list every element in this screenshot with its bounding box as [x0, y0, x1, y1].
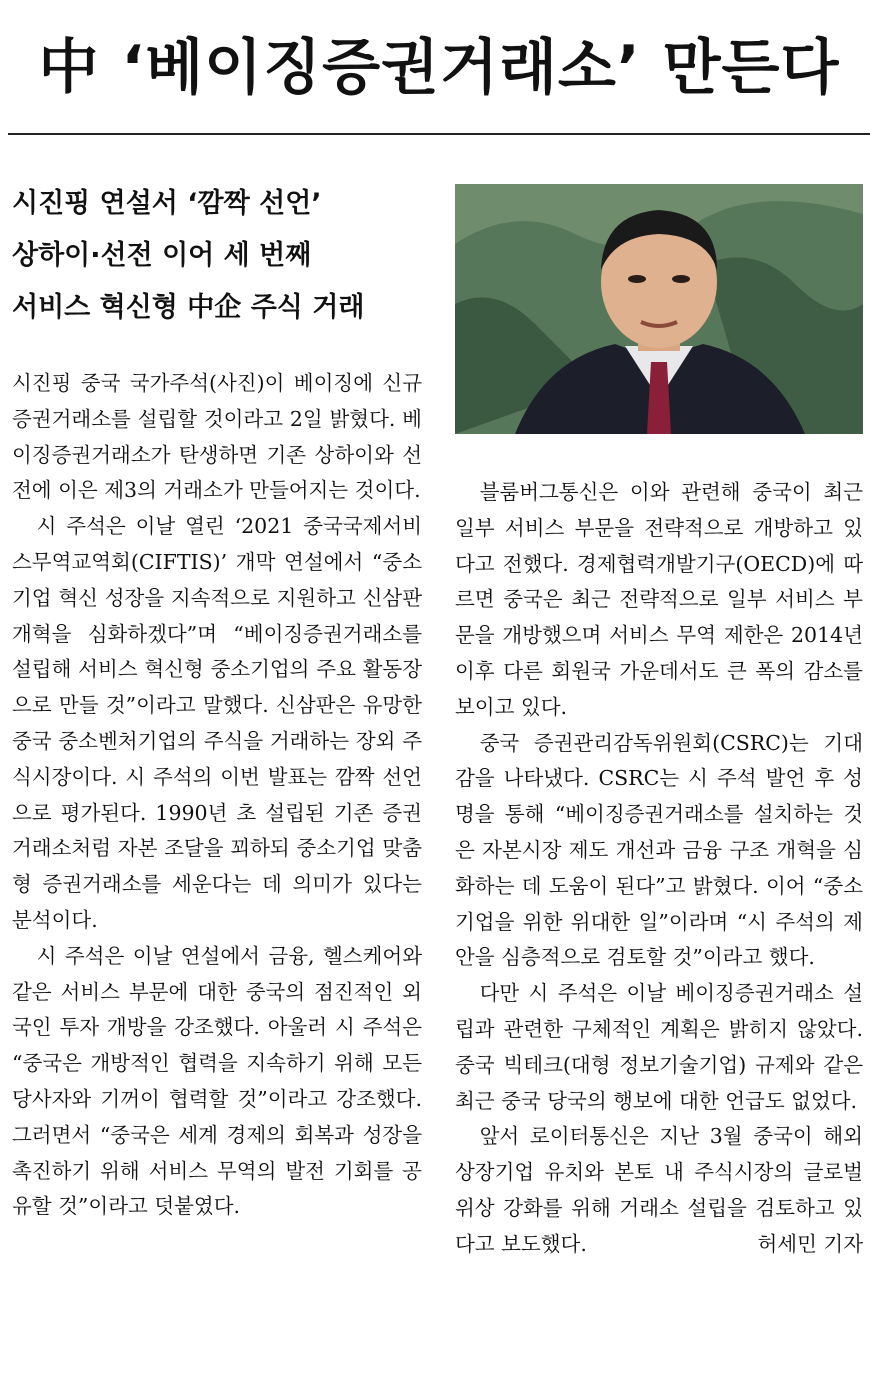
article-paragraph: 시 주석은 이날 연설에서 금융, 헬스케어와 같은 서비스 부문에 대한 중국의 점진적인 외국인 투자 개방을 강조했다. 아울러 시 주석은 “중국은 개방적인 협력을 지속하기 위해 모든 당사자와 기꺼이 협력할 것”이라고 강조했다. 그러면서 “중국은 세계 경제의 회복과 성장을 촉진하기 위해 서비스 무역의 발전 기회를 공유할 것”이라고 덧붙였다. [12, 943, 422, 1219]
article-column-left [12, 366, 422, 1225]
article-paragraph: 시 주석은 이날 열린 ‘2021 중국국제서비스무역교역회(CIFTIS)’ 개막 연설에서 “중소기업 혁신 성장을 지속적으로 지원하고 신삼판 개혁을 심화하겠다”며 “베이징증권거래소를 설립해 서비스 혁신형 중소기업의 주요 활동장으로 만들 것”이라고 말했다. 신삼판은 유망한 중국 중소벤처기업의 주식을 거래하는 장외 주식시장이다. 시 주석의 이번 발표는 깜짝 선언으로 평가된다. 1990년 초 설립된 기존 증권거래소처럼 자본 조달을 꾀하되 중소기업 맞춤형 증권거래소를 세운다는 데 의미가 있다는 분석이다. [12, 514, 422, 932]
article-paragraph-text: 앞서 로이터통신은 지난 3월 중국이 해외 상장기업 유치와 본토 내 주식시장의 글로벌 위상 강화를 위해 거래소 설립을 검토하고 있다고 보도했다. [455, 1124, 863, 1256]
article-paragraph: 블룸버그통신은 이와 관련해 중국이 최근 일부 서비스 부문을 전략적으로 개방하고 있다고 전했다. 경제협력개발기구(OECD)에 따르면 중국은 최근 전략적으로 일부 서비스 부문을 개방했으며 서비스 무역 제한은 2014년 이후 다른 회원국 가운데서도 큰 폭의 감소를 보이고 있다. [455, 480, 863, 719]
article-column-right [455, 475, 863, 1263]
subheadline-block [12, 178, 452, 334]
article-paragraph-last [455, 1119, 863, 1262]
article-photo [455, 184, 863, 434]
headline: 中 ‘베이징증권거래소’ 만든다 [38, 33, 840, 103]
subheadline-3: 서비스 혁신형 中企 주식 거래 [12, 292, 365, 323]
article-paragraph: 다만 시 주석은 이날 베이징증권거래소 설립과 관련한 구체적인 계획은 밝히지 않았다. 중국 빅테크(대형 정보기술기업) 규제와 같은 최근 중국 당국의 행보에 대한 언급도 없었다. [455, 981, 863, 1113]
subheadline-1: 시진핑 연설서 ‘깜짝 선언’ [12, 188, 322, 219]
byline: 허세민 기자 [757, 1231, 863, 1256]
article-paragraph: 시진핑 중국 국가주석(사진)이 베이징에 신규 증권거래소를 설립할 것이라고 2일 밝혔다. 베이징증권거래소가 탄생하면 기존 상하이와 선전에 이은 제3의 거래소가 만들어지는 것이다. [12, 371, 422, 503]
portrait-illustration [455, 184, 863, 434]
subheadline-2: 상하이·선전 이어 세 번째 [12, 240, 312, 271]
article-paragraph: 중국 증권관리감독위원회(CSRC)는 기대감을 나타냈다. CSRC는 시 주석 발언 후 성명을 통해 “베이징증권거래소를 설치하는 것은 자본시장 제도 개선과 금융 구조 개혁을 심화하는 데 도움이 된다”고 밝혔다. 이어 “중소기업을 위한 위대한 일”이라며 “시 주석의 제안을 심층적으로 검토할 것”이라고 했다. [455, 730, 863, 970]
headline-divider [8, 133, 870, 135]
